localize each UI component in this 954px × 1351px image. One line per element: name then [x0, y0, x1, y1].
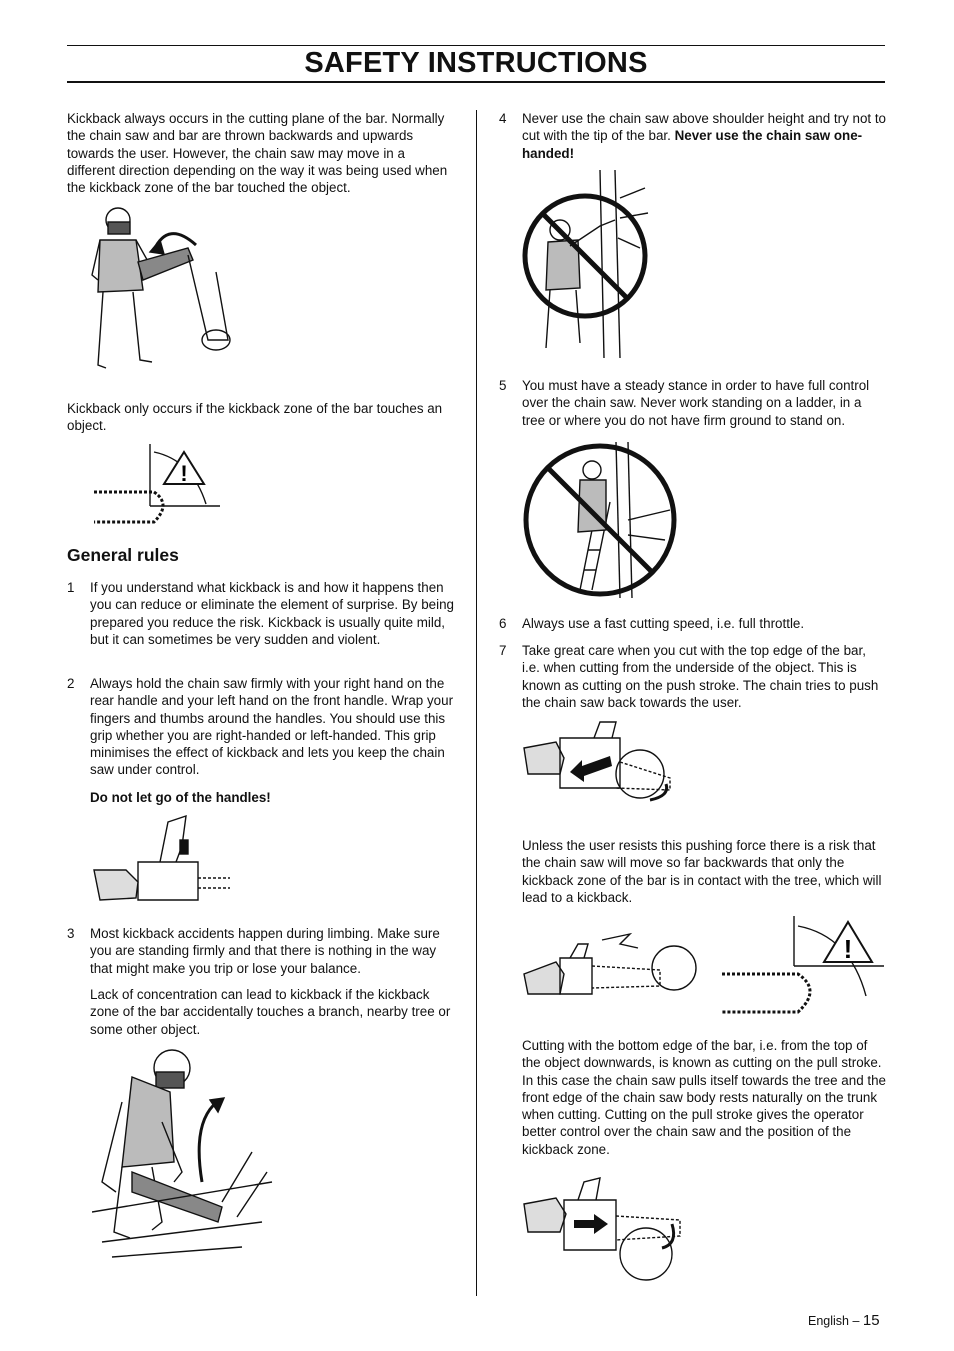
push-risk-paragraph: Unless the user resists this pushing force there is a risk that the chain saw will move so far backwards that only the kickback zone of the bar is in contact with the tree, which will lead to a kickback.: [522, 838, 882, 905]
rule-4-body: Never use the chain saw above shoulder height and try not to cut with the tip of the bar.: [522, 111, 887, 144]
rule-3-extra: Lack of concentration can lead to kickback if the kickback zone of the bar accidentally touches a branch, nearby tree or some other object.: [90, 987, 451, 1037]
rule-2-number: 2: [67, 676, 75, 691]
rule-5-number: 5: [499, 378, 507, 393]
page-footer: [808, 1312, 880, 1329]
rule-7-number: 7: [499, 643, 507, 658]
svg-text:!: !: [843, 934, 853, 964]
page-number: 15: [862, 1312, 880, 1329]
rule-5-text: You must have a steady stance in order to have full control over the chain saw. Never work standing on a ladder, in a tree or where you do not have firm ground to stand on.: [522, 378, 870, 428]
direction-arrow-icon: [570, 756, 612, 782]
pull-stroke-illustration: [520, 1164, 685, 1284]
pull-stroke-paragraph: Cutting with the bottom edge of the bar, i.e. from the top of the object downwards, is known as cutting on the pull stroke. In this case the chain saw pulls itself towards the tree and the front edge of the chain saw body rests naturally on the trunk when cutting. Cutting on the pull stroke gives the operator better control over the chain saw and the position of the kickback zone.: [522, 1038, 886, 1157]
above-shoulder-prohibited-illustration: [520, 168, 655, 358]
kickback-zone-diagram: [92, 440, 227, 530]
push-kickback-zone-diagram: [720, 912, 886, 1018]
limbing-kickback-illustration: [92, 1042, 277, 1267]
header-bottom-rule: [67, 81, 885, 83]
rule-1-text: If you understand what kickback is and how it happens then you can reduce or eliminate the element of surprise. By being prepared you reduce the risk. Kickback is usually quite mild, but it can sometimes be very sudden and violent.: [90, 580, 454, 647]
ladder-prohibited-illustration: [520, 440, 680, 600]
direction-arrow-icon: [574, 1214, 608, 1234]
rule-1-number: 1: [67, 580, 75, 595]
rule-7-text: Take great care when you cut with the top edge of the bar, i.e. when cutting from the underside of the object. This is known as cutting on the push stroke. The chain tries to push the chain saw back towards the user.: [522, 643, 879, 710]
kickback-zone-paragraph: Kickback only occurs if the kickback zone of the bar touches an object.: [67, 401, 443, 434]
svg-text:!: !: [180, 461, 188, 486]
rule-2-text: Always hold the chain saw firmly with your right hand on the rear handle and your left hand on the front handle. Wrap your fingers and thumbs around the handles. You should use this grip whether you are right-handed or left-handed. This grip minimises the effect of kickback and lets you keep the chain saw under control.: [90, 676, 454, 778]
grip-handles-illustration: [90, 810, 235, 910]
general-rules-heading: General rules: [67, 545, 179, 565]
intro-paragraph: Kickback always occurs in the cutting plane of the bar. Normally the chain saw and bar are thrown backwards and upwards towards the user. However, the chain saw may move in a different direction depending on the way it was being used when the kickback zone of the bar touched the object.: [67, 111, 448, 196]
kickback-operator-illustration: [88, 200, 248, 385]
rule-4-text: [522, 110, 887, 162]
prohibition-sign-icon: [525, 196, 645, 316]
footer-dash: –: [852, 1314, 860, 1328]
push-stroke-illustration: [520, 718, 680, 820]
push-kickback-illustration: [520, 930, 700, 1000]
rule-2-warning: Do not let go of the handles!: [90, 790, 271, 805]
column-divider: [476, 110, 477, 1296]
rule-4-warning: Never use the chain saw one-handed!: [522, 128, 863, 161]
rule-6-text: Always use a fast cutting speed, i.e. full throttle.: [522, 616, 805, 631]
footer-language: English: [808, 1314, 849, 1328]
rule-4-number: 4: [499, 111, 507, 126]
warning-triangle-icon: [824, 922, 872, 964]
rule-3-text: Most kickback accidents happen during limbing. Make sure you are standing firmly and that there is nothing in the way that might make you trip or lose your balance.: [90, 926, 440, 976]
rule-3-number: 3: [67, 926, 75, 941]
page-title: SAFETY INSTRUCTIONS: [304, 47, 648, 79]
prohibition-sign-icon: [526, 446, 674, 594]
rule-6-number: 6: [499, 616, 507, 631]
